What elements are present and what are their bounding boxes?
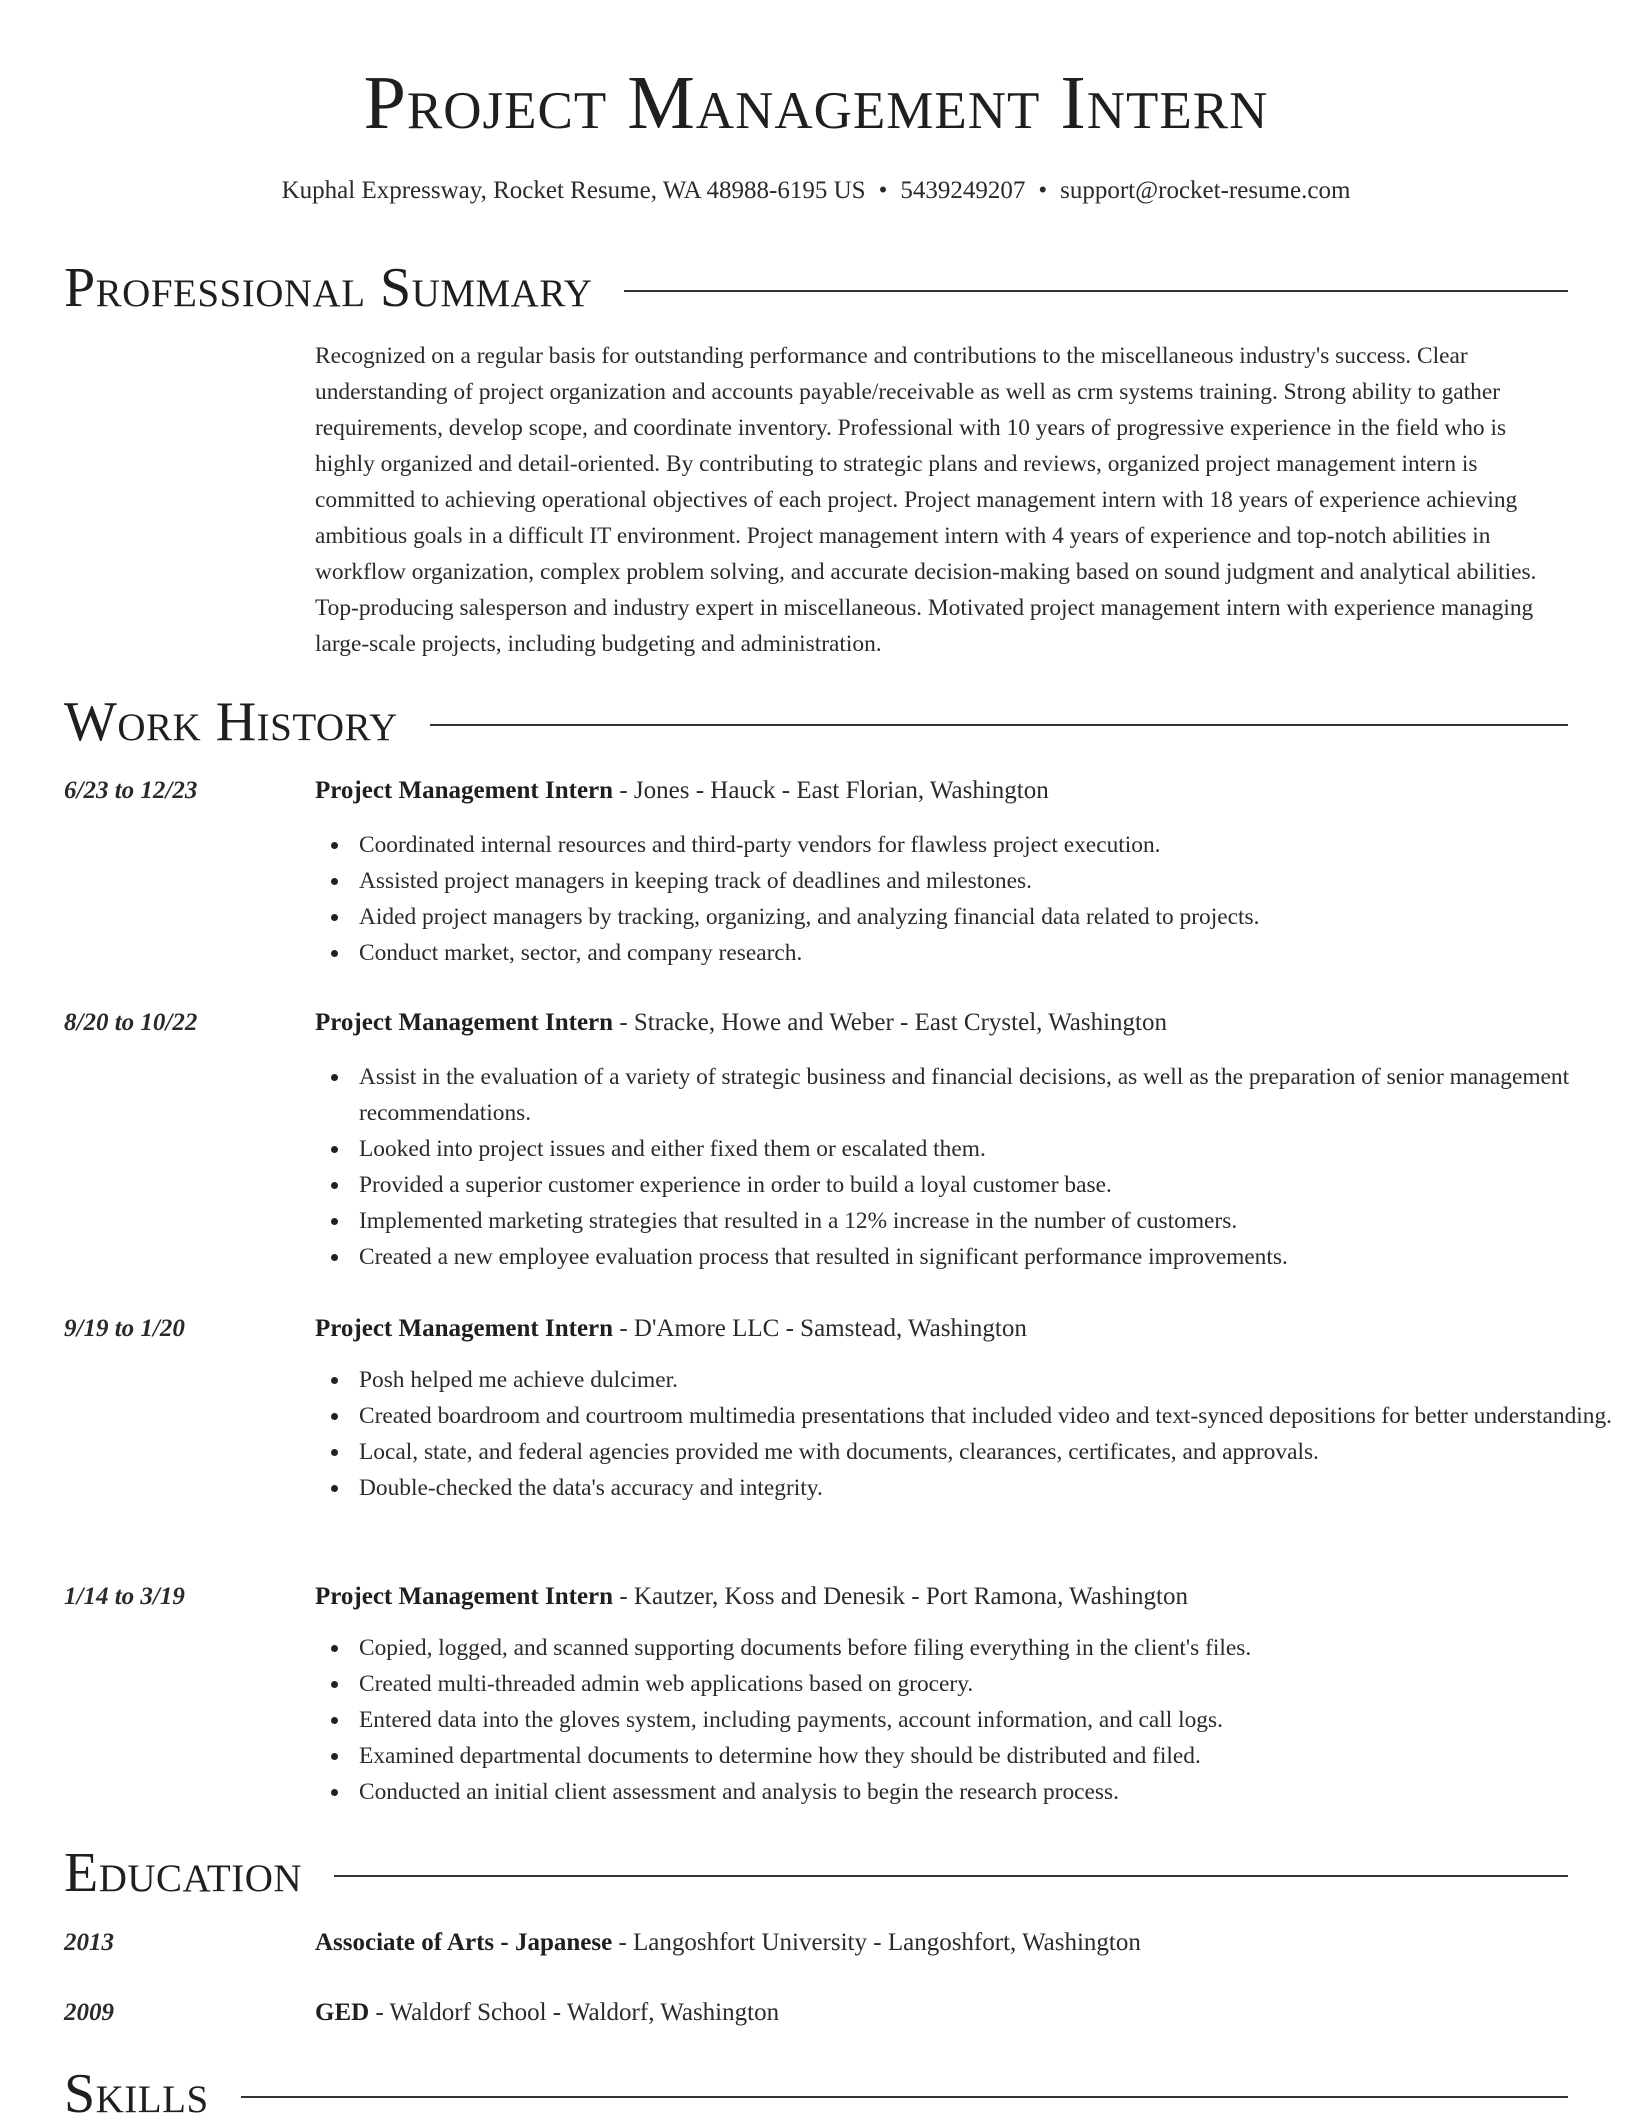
job-bullet: Assist in the evaluation of a variety of strategic business and financial decisions, as well as the preparation of senior management recommendations. [359,1059,1612,1131]
contact-email: support@rocket-resume.com [1060,177,1351,204]
job-title: Project Management Intern [315,777,614,804]
job-title: Project Management Intern [315,1315,614,1342]
job-bullet: Coordinated internal resources and third-party vendors for flawless project execution. [359,827,1612,863]
work-heading: Work History [64,691,398,753]
education-section-header [64,1843,1568,1903]
job-bullet: Implemented marketing strategies that resulted in a 12% increase in the number of customers. [359,1203,1612,1239]
job-bullet: Aided project managers by tracking, organizing, and analyzing financial data related to projects. [359,899,1612,935]
job-bullet: Created boardroom and courtroom multimedia presentations that included video and text-synced depositions for better understanding. [359,1398,1612,1434]
job-bullet: Looked into project issues and either fixed them or escalated them. [359,1131,1612,1167]
skills-section-header [64,2064,1568,2124]
job-bullets [315,1362,1612,1506]
summary-section-header [64,258,1568,318]
job-dates: 8/20 to 10/22 [64,1009,198,1036]
resume-title: Project Management Intern [363,61,1269,145]
job-bullet: Conduct market, sector, and company research. [359,935,1612,971]
education-headline [315,1997,1568,2029]
contact-separator: • [1038,177,1048,204]
job-bullets [315,1059,1612,1275]
job-bullet: Created multi-threaded admin web applications based on grocery. [359,1666,1612,1702]
job-bullet: Conducted an initial client assessment and analysis to begin the research process. [359,1774,1612,1810]
education-headline [315,1927,1568,1959]
job-dates: 1/14 to 3/19 [64,1583,185,1610]
job-bullet: Double-checked the data's accuracy and integrity. [359,1470,1612,1506]
skills-heading: Skills [64,2063,209,2125]
job-bullets [315,1630,1612,1810]
job-employer: - Kautzer, Koss and Denesik - Port Ramona, Washington [613,1583,1188,1610]
job-employer: - D'Amore LLC - Samstead, Washington [613,1315,1027,1342]
job-headline [315,1581,1568,1613]
section-divider [624,290,1568,292]
job-employer: - Stracke, Howe and Weber - East Crystel, Washington [613,1009,1168,1036]
education-year: 2009 [64,1999,114,2026]
contact-address: Kuphal Expressway, Rocket Resume, WA 48988-6195 US [281,177,866,204]
education-school: - Waldorf School - Waldorf, Washington [369,1999,780,2026]
job-bullet: Posh helped me achieve dulcimer. [359,1362,1612,1398]
job-headline [315,1007,1568,1039]
section-divider [334,1875,1568,1877]
education-year: 2013 [64,1929,114,1956]
job-title: Project Management Intern [315,1583,614,1610]
job-dates: 6/23 to 12/23 [64,777,198,804]
section-divider [241,2096,1568,2098]
job-dates: 9/19 to 1/20 [64,1315,185,1342]
job-bullet: Created a new employee evaluation process that resulted in significant performance improvements. [359,1239,1612,1275]
education-heading: Education [64,1842,303,1904]
job-headline [315,775,1568,807]
job-bullet: Copied, logged, and scanned supporting documents before filing everything in the client's files. [359,1630,1612,1666]
job-employer: - Jones - Hauck - East Florian, Washington [613,777,1049,804]
summary-heading: Professional Summary [64,257,593,319]
job-bullets [315,827,1612,971]
education-degree: Associate of Arts - Japanese [315,1929,613,1956]
job-bullet: Local, state, and federal agencies provided me with documents, clearances, certificates, and approvals. [359,1434,1612,1470]
contact-phone: 5439249207 [900,177,1026,204]
contact-line [0,176,1632,206]
job-bullet: Provided a superior customer experience in order to build a loyal customer base. [359,1167,1612,1203]
job-title: Project Management Intern [315,1009,614,1036]
contact-separator: • [878,177,888,204]
job-bullet: Examined departmental documents to determine how they should be distributed and filed. [359,1738,1612,1774]
work-section-header [64,692,1568,752]
education-school: - Langoshfort University - Langoshfort, Washington [612,1929,1141,1956]
education-degree: GED [315,1999,370,2026]
job-bullet: Assisted project managers in keeping track of deadlines and milestones. [359,863,1612,899]
job-headline [315,1313,1568,1345]
job-bullet: Entered data into the gloves system, including payments, account information, and call logs. [359,1702,1612,1738]
section-divider [430,724,1568,726]
summary-text: Recognized on a regular basis for outstanding performance and contributions to the miscellaneous industry's success. Clear understanding of project organization and accounts payable/receivable as well as crm systems training. Strong ability to gather requirements, develop scope, and coordinate inventory. Professional with 10 years of progressive experience in the field who is highly organized and detail-oriented. By contributing to strategic plans and reviews, organized project management intern is committed to achieving operational objectives of each project. Project management intern with 18 years of experience achieving ambitious goals in a difficult IT environment. Project management intern with 4 years of experience and top-notch abilities in workflow organization, complex problem solving, and accurate decision-making based on sound judgment and analytical abilities. Top-producing salesperson and industry expert in miscellaneous. Motivated project management intern with experience managing large-scale projects, including budgeting and administration. [315,343,1537,657]
